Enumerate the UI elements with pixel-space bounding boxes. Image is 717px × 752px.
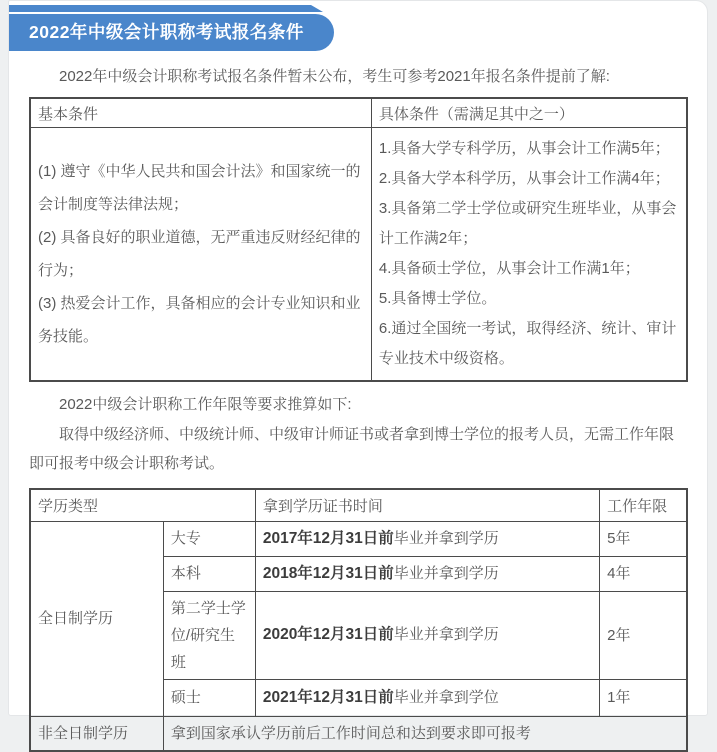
years-cell: 1年 xyxy=(600,679,687,716)
exemption-paragraph: 取得中级经济师、中级统计师、中级审计师证书或者拿到博士学位的报考人员，无需工作年限即可报考中级会计职称考试。 xyxy=(29,426,675,473)
table-row-parttime xyxy=(30,716,687,751)
specific-condition-3: 3.具备第二学士学位或研究生班毕业，从事会计工作满2年； xyxy=(378,200,677,248)
article-content xyxy=(9,1,707,752)
certificate-time-header: 拿到学历证书时间 xyxy=(255,489,599,522)
deadline-cell xyxy=(255,521,599,556)
basic-condition-3: (3) 热爱会计工作，具备相应的会计专业知识和业务技能。 xyxy=(38,295,361,346)
deadline-suffix: 毕业并拿到学位 xyxy=(393,688,499,706)
level-cell: 大专 xyxy=(163,521,255,556)
deadline-suffix: 毕业并拿到学历 xyxy=(393,626,499,644)
specific-condition-4: 4.具备硕士学位，从事会计工作满1年； xyxy=(378,260,640,278)
specific-condition-1: 1.具备大学专科学历，从事会计工作满5年； xyxy=(378,140,670,158)
deadline-cell xyxy=(255,679,599,716)
conditions-body-row xyxy=(30,128,687,382)
deadline-date: 2017年12月31日前 xyxy=(262,529,394,547)
education-years-table xyxy=(29,488,688,752)
education-type-header: 学历类型 xyxy=(30,489,255,522)
basic-conditions-cell xyxy=(30,128,371,382)
deadline-date: 2020年12月31日前 xyxy=(262,626,394,644)
recap-paragraph: 2022中级会计职称工作年限等要求推算如下: xyxy=(59,396,352,414)
fulltime-education-cell: 全日制学历 xyxy=(30,521,163,716)
specific-condition-2: 2.具备大学本科学历，从事会计工作满4年； xyxy=(378,170,670,188)
deadline-date: 2018年12月31日前 xyxy=(262,564,394,582)
basic-conditions-header: 基本条件 xyxy=(30,98,371,128)
level-cell: 本科 xyxy=(163,556,255,591)
deadline-suffix: 毕业并拿到学历 xyxy=(393,529,499,547)
deadline-cell xyxy=(255,556,599,591)
specific-conditions-header: 具体条件（需满足其中之一） xyxy=(371,98,687,128)
years-cell: 5年 xyxy=(600,521,687,556)
title-accent-bar xyxy=(9,5,323,12)
years-cell: 2年 xyxy=(600,591,687,679)
conditions-table xyxy=(29,97,688,382)
article-card xyxy=(8,0,708,742)
specific-condition-5: 5.具备博士学位。 xyxy=(378,290,497,308)
parttime-note-cell: 拿到国家承认学历前后工作时间总和达到要求即可报考 xyxy=(163,716,687,751)
deadline-date: 2021年12月31日前 xyxy=(262,688,394,706)
level-cell: 第二学士学位/研究生班 xyxy=(163,591,255,679)
specific-condition-6: 6.通过全国统一考试，取得经济、统计、审计专业技术中级资格。 xyxy=(378,320,677,368)
table-row-dazhuan xyxy=(30,521,687,556)
basic-condition-1: (1) 遵守《中华人民共和国会计法》和国家统一的会计制度等法律法规； xyxy=(38,163,361,214)
specific-conditions-cell xyxy=(371,128,687,382)
intro-paragraph: 2022年中级会计职称考试报名条件暂未公布，考生可参考2021年报名条件提前了解: xyxy=(59,68,610,85)
page-title: 2022年中级会计职称考试报名条件 xyxy=(9,14,334,51)
basic-condition-2: (2) 具备良好的职业道德，无严重违反财经纪律的行为； xyxy=(38,229,361,280)
education-header-row xyxy=(30,489,687,522)
work-years-header: 工作年限 xyxy=(600,489,687,522)
deadline-cell xyxy=(255,591,599,679)
conditions-header-row xyxy=(30,98,687,128)
parttime-education-cell: 非全日制学历 xyxy=(30,716,163,751)
years-cell: 4年 xyxy=(600,556,687,591)
level-cell: 硕士 xyxy=(163,679,255,716)
deadline-suffix: 毕业并拿到学历 xyxy=(393,564,499,582)
